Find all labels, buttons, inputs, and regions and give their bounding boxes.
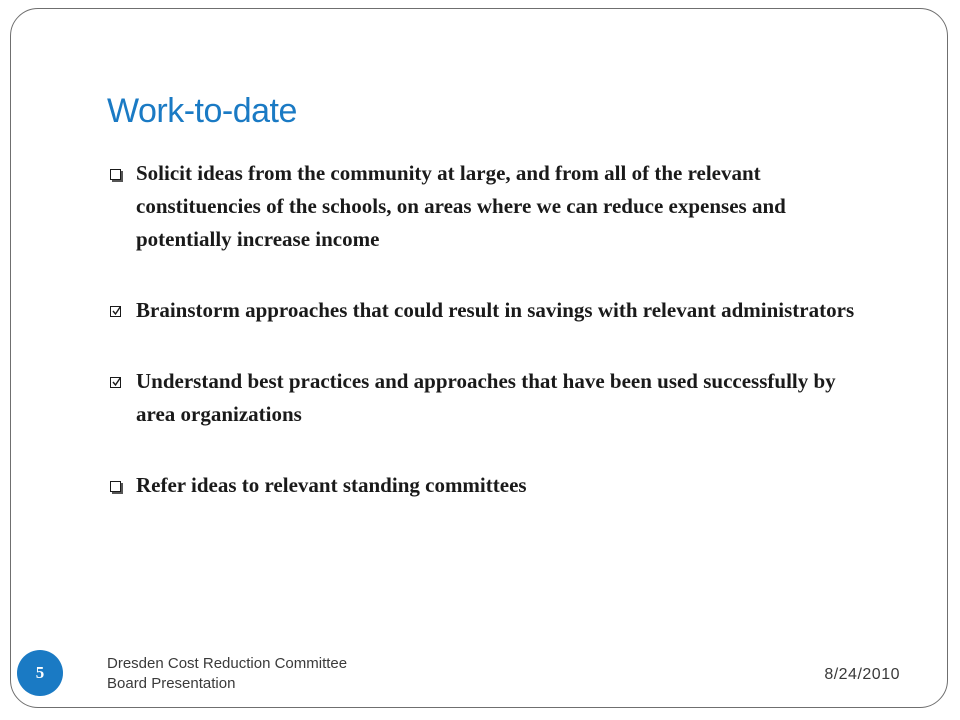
bullet-item: [108, 157, 868, 256]
footer-date: 8/24/2010: [824, 666, 900, 683]
checked-checkbox-icon: [110, 377, 121, 388]
footer-subtitle: Board Presentation: [107, 675, 236, 692]
footer-organization-name: Dresden Cost Reduction Committee: [107, 655, 348, 672]
bullet-text: Brainstorm approaches that could result in savings with relevant administrators: [136, 298, 855, 322]
bullet-text: Understand best practices and approaches that have been used successfully by area organizations: [136, 369, 836, 426]
empty-checkbox-icon: [110, 481, 121, 492]
bullet-item: [108, 365, 868, 431]
footer-organization: [107, 654, 347, 694]
checked-checkbox-icon: [110, 306, 121, 317]
bullet-item: [108, 294, 868, 327]
empty-checkbox-icon: [110, 169, 121, 180]
slide-title: Work-to-date: [107, 92, 297, 130]
bullet-list: [108, 157, 868, 502]
bullet-text: Refer ideas to relevant standing committees: [136, 473, 527, 497]
bullet-item: [108, 469, 868, 502]
bullet-text: Solicit ideas from the community at large, and from all of the relevant constituencies of the schools, on areas where we can reduce expenses and potentially increase income: [136, 161, 786, 251]
slide-number-badge: 5: [17, 650, 63, 696]
